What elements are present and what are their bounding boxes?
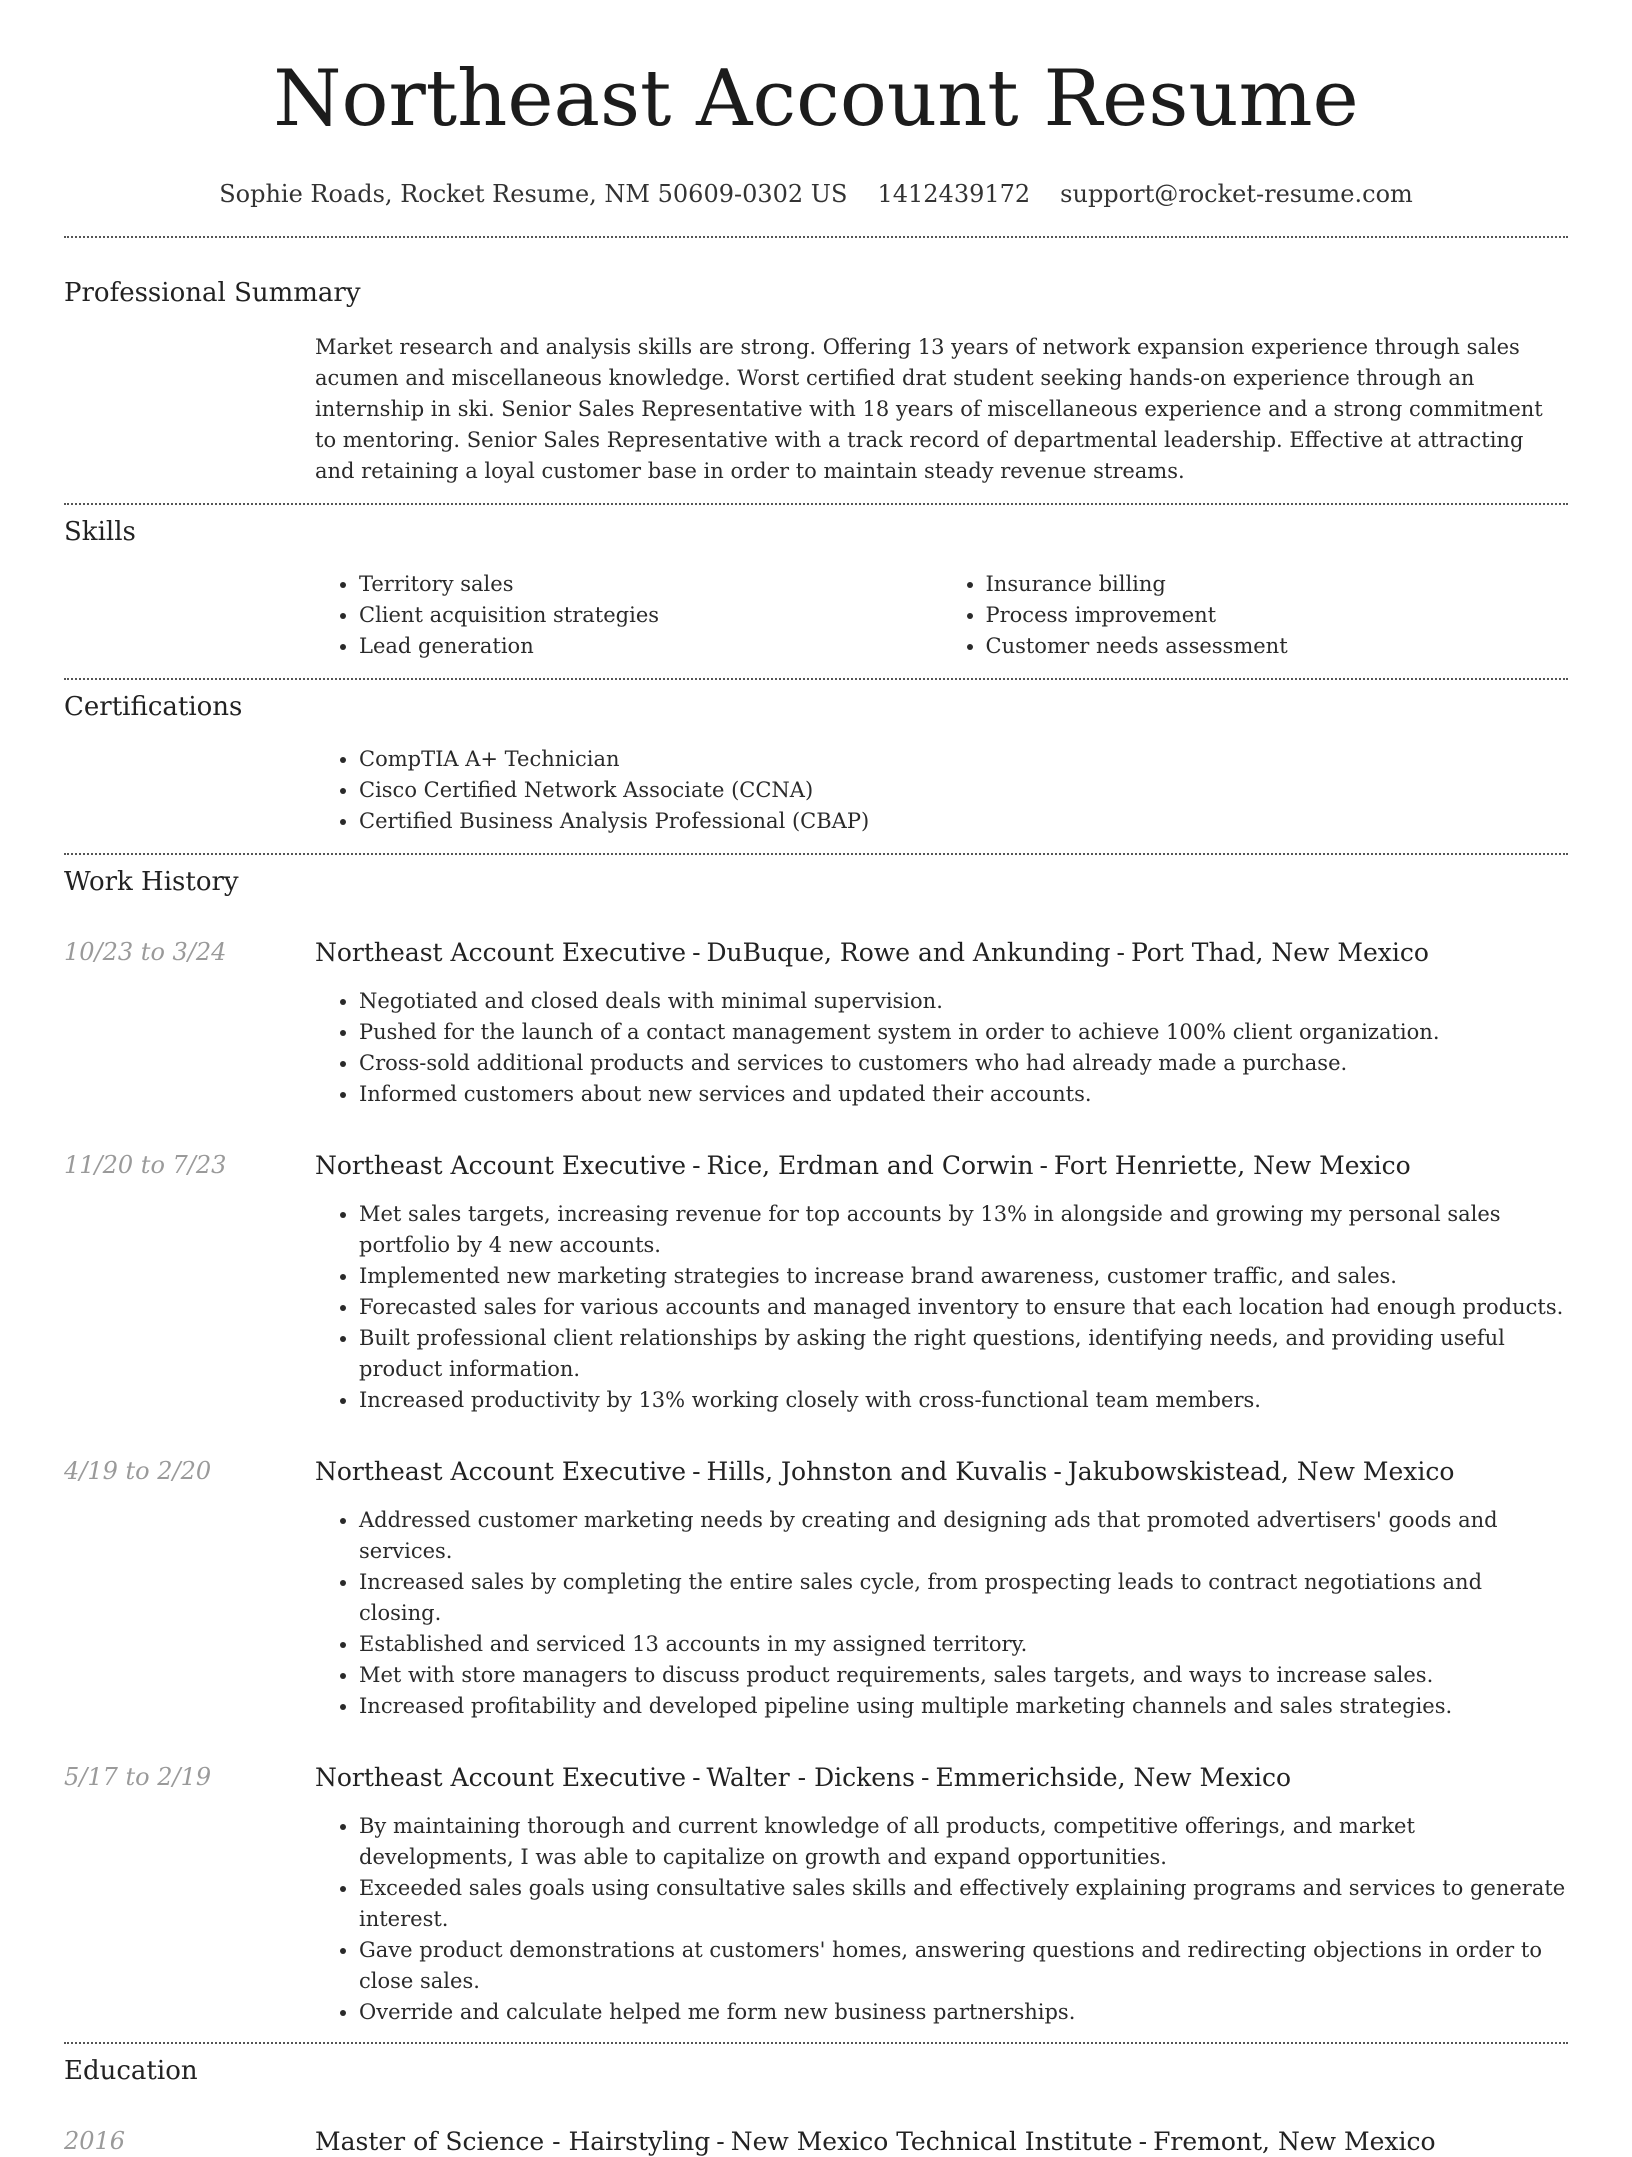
- resume-title: Northeast Account Resume: [273, 54, 1359, 144]
- job-bullet: • Forecasted sales for various accounts and managed inventory to ensure that each location had enough products.: [359, 1292, 1568, 1323]
- job-role: Northeast Account Executive: [315, 1763, 687, 1792]
- section-title-education: Education: [64, 2056, 198, 2086]
- job-dates: 5/17 to 2/19: [64, 1763, 212, 1791]
- certification-item: • Cisco Certified Network Associate (CCNA): [359, 775, 1568, 806]
- section-title-certifications: Certifications: [64, 692, 243, 722]
- job-location: Jakubowskistead, New Mexico: [1067, 1457, 1455, 1486]
- job-entry: [64, 937, 1568, 1110]
- job-company: Hills, Johnston and Kuvalis: [706, 1457, 1048, 1486]
- certification-list: [315, 744, 1568, 837]
- section-title-summary: Professional Summary: [64, 278, 361, 308]
- divider: [64, 2042, 1568, 2044]
- job-bullet: • Increased sales by completing the entire sales cycle, from prospecting leads to contract negotiations and closing.: [359, 1567, 1568, 1629]
- job-location: Emmerichside, New Mexico: [935, 1763, 1292, 1792]
- job-bullets: [315, 986, 1568, 1110]
- certifications-section: [64, 690, 1568, 837]
- phone: 1412439172: [877, 180, 1031, 208]
- divider: [64, 503, 1568, 505]
- job-location: Port Thad, New Mexico: [1130, 938, 1429, 967]
- job-company: Walter - Dickens: [706, 1763, 915, 1792]
- job-bullet: • Implemented new marketing strategies to increase brand awareness, customer traffic, and sales.: [359, 1261, 1568, 1292]
- divider: [64, 236, 1568, 238]
- skill-item: • Process improvement: [986, 600, 1569, 631]
- job-entry: [64, 1456, 1568, 1722]
- job-bullet: • Informed customers about new services and updated their accounts.: [359, 1079, 1568, 1110]
- summary-text: Market research and analysis skills are strong. Offering 13 years of network expansion experience through sales acumen and miscellaneous knowledge. Worst certified drat student seeking hands-on experience through an internship in ski. Senior Sales Representative with 18 years of miscellaneous experience and a strong commitment to mentoring. Senior Sales Representative with a track record of departmental leadership. Effective at attracting and retaining a loyal customer base in order to maintain steady revenue streams.: [315, 335, 1543, 483]
- skills-grid: [315, 569, 1568, 662]
- skills-section: [64, 515, 1568, 662]
- job-bullet: • Met sales targets, increasing revenue for top accounts by 13% in alongside and growing my personal sales portfolio by 4 new accounts.: [359, 1199, 1568, 1261]
- section-title-work-history: Work History: [64, 867, 239, 897]
- job-role: Northeast Account Executive: [315, 938, 687, 967]
- job-title: Northeast Account Executive - Hills, Johnston and Kuvalis - Jakubowskistead, New Mexico: [315, 1457, 1455, 1486]
- summary-section: [64, 278, 1568, 487]
- job-location: Fort Henriette, New Mexico: [1053, 1151, 1411, 1180]
- job-bullets: [315, 1811, 1568, 2028]
- job-bullets: [315, 1199, 1568, 1416]
- work-history-section: [64, 865, 1568, 2042]
- job-bullet: • By maintaining thorough and current knowledge of all products, competitive offerings, and market developments, I was able to capitalize on growth and expand opportunities.: [359, 1811, 1568, 1873]
- skills-column-right: [942, 569, 1569, 662]
- job-dates: 11/20 to 7/23: [64, 1151, 227, 1179]
- contact-line: [64, 174, 1568, 214]
- divider: [64, 853, 1568, 855]
- skill-item: • Insurance billing: [986, 569, 1569, 600]
- skill-item: • Lead generation: [359, 631, 942, 662]
- job-bullets: [315, 1505, 1568, 1722]
- job-company: DuBuque, Rowe and Ankunding: [706, 938, 1111, 967]
- job-bullet: • Gave product demonstrations at customers' homes, answering questions and redirecting objections in order to close sales.: [359, 1935, 1568, 1997]
- job-entry: [64, 1150, 1568, 1416]
- job-dates: 4/19 to 2/20: [64, 1457, 212, 1485]
- skill-item: • Customer needs assessment: [986, 631, 1569, 662]
- job-bullet: • Pushed for the launch of a contact management system in order to achieve 100% client organization.: [359, 1017, 1568, 1048]
- education-entry: [64, 2126, 1568, 2157]
- address: Sophie Roads, Rocket Resume, NM 50609-0302 US: [219, 180, 848, 208]
- job-entry: [64, 1762, 1568, 2028]
- education-year: 2016: [64, 2127, 126, 2155]
- education-section: [64, 2054, 1568, 2157]
- job-bullet: • Met with store managers to discuss product requirements, sales targets, and ways to increase sales.: [359, 1660, 1568, 1691]
- job-role: Northeast Account Executive: [315, 1151, 687, 1180]
- skill-item: • Client acquisition strategies: [359, 600, 942, 631]
- email: support@rocket-resume.com: [1060, 180, 1413, 208]
- job-bullet: • Addressed customer marketing needs by creating and designing ads that promoted advertisers' goods and services.: [359, 1505, 1568, 1567]
- job-role: Northeast Account Executive: [315, 1457, 687, 1486]
- education-degree: Master of Science - Hairstyling: [315, 2127, 711, 2156]
- job-bullet: • Increased profitability and developed pipeline using multiple marketing channels and sales strategies.: [359, 1691, 1568, 1722]
- skills-column-left: [315, 569, 942, 662]
- job-bullet: • Exceeded sales goals using consultative sales skills and effectively explaining programs and services to generate interest.: [359, 1873, 1568, 1935]
- education-location: Fremont, New Mexico: [1153, 2127, 1436, 2156]
- job-title: Northeast Account Executive - Rice, Erdman and Corwin - Fort Henriette, New Mexico: [315, 1151, 1411, 1180]
- job-bullet: • Increased productivity by 13% working closely with cross-functional team members.: [359, 1385, 1568, 1416]
- education-school: New Mexico Technical Institute: [730, 2127, 1133, 2156]
- job-bullet: • Override and calculate helped me form new business partnerships.: [359, 1997, 1568, 2028]
- job-bullet: • Established and serviced 13 accounts in my assigned territory.: [359, 1629, 1568, 1660]
- divider: [64, 678, 1568, 680]
- certification-item: • CompTIA A+ Technician: [359, 744, 1568, 775]
- section-title-skills: Skills: [64, 517, 136, 547]
- certification-item: • Certified Business Analysis Professional (CBAP): [359, 806, 1568, 837]
- skill-item: • Territory sales: [359, 569, 942, 600]
- job-bullet: • Built professional client relationships by asking the right questions, identifying needs, and providing useful product information.: [359, 1323, 1568, 1385]
- job-dates: 10/23 to 3/24: [64, 938, 227, 966]
- education-title: Master of Science - Hairstyling - New Mexico Technical Institute - Fremont, New Mexico: [315, 2127, 1436, 2156]
- job-bullet: • Cross-sold additional products and services to customers who had already made a purchase.: [359, 1048, 1568, 1079]
- job-company: Rice, Erdman and Corwin: [706, 1151, 1034, 1180]
- job-bullet: • Negotiated and closed deals with minimal supervision.: [359, 986, 1568, 1017]
- job-title: Northeast Account Executive - Walter - Dickens - Emmerichside, New Mexico: [315, 1763, 1292, 1792]
- job-title: Northeast Account Executive - DuBuque, Rowe and Ankunding - Port Thad, New Mexico: [315, 938, 1429, 967]
